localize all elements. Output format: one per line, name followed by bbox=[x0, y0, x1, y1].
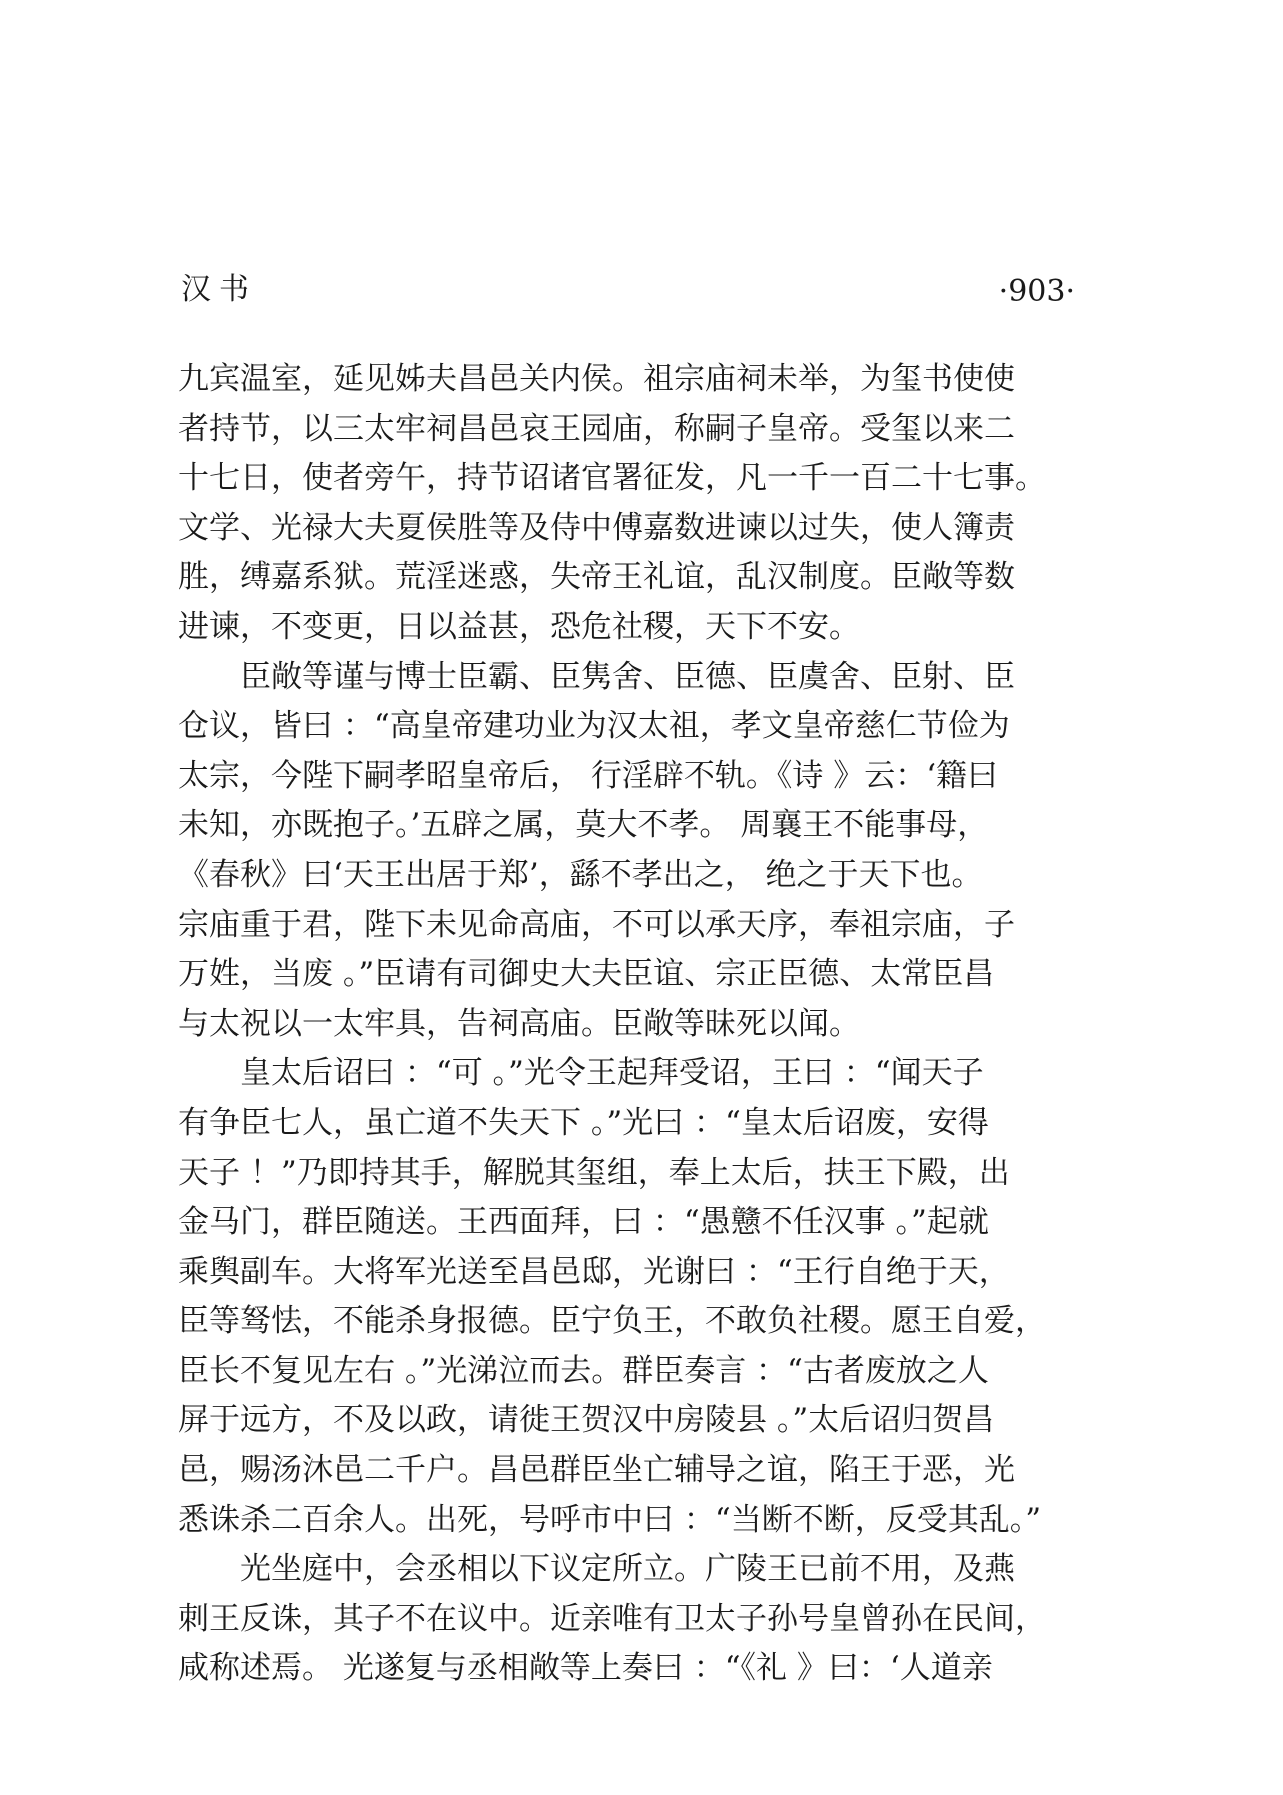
paragraph-1 bbox=[178, 355, 1078, 653]
text-line: 天子 ！”乃即持其手，解脱其玺组，奉上太后，扶王下殿，出 bbox=[178, 1154, 1010, 1191]
text-line: 太宗，今陛下嗣孝昭皇帝后， 行淫辟不轨。《诗 》云：‘籍曰 bbox=[178, 757, 999, 794]
text-line: 《春秋》曰‘天王出居于郑’，繇不孝出之， 绝之于天下也。 bbox=[178, 856, 983, 893]
text-line: 有争臣七人，虽亡道不失天下 。”光曰 ：“皇太后诏废，安得 bbox=[178, 1104, 989, 1141]
paragraph-2 bbox=[178, 653, 1078, 1050]
text-line: 九宾温室，延见姊夫昌邑关内侯。祖宗庙祠未举，为玺书使使 bbox=[178, 361, 1015, 397]
text-line: 悉诛杀二百余人。出死，号呼市中曰 ：“当断不断，反受其乱。” bbox=[178, 1501, 1042, 1538]
text-line: 刺王反诛，其子不在议中。近亲唯有卫太子孙号皇曾孙在民间， bbox=[178, 1600, 1046, 1637]
text-line: 邑，赐汤沐邑二千户。昌邑群臣坐亡辅导之谊，陷王于恶，光 bbox=[178, 1452, 1015, 1489]
page-number: ·903· bbox=[998, 274, 1075, 309]
text-line: 与太祝以一太牢具，告祠高庙。臣敞等昧死以闻。 bbox=[178, 1005, 860, 1042]
text-line: 万姓，当废 。”臣请有司御史大夫臣谊、宗正臣德、太常臣昌 bbox=[178, 956, 995, 993]
text-line: 金马门，群臣随送。王西面拜，曰 ：“愚戆不任汉事 。”起就 bbox=[178, 1204, 989, 1241]
text-line: 皇太后诏曰 ：“可 。”光令王起拜受诏，王曰 ：“闻天子 bbox=[240, 1055, 984, 1092]
text-line: 臣敞等谨与博士臣霸、臣隽舍、臣德、臣虞舍、臣射、臣 bbox=[240, 658, 1015, 695]
body-text bbox=[178, 355, 1078, 1694]
text-line: 宗庙重于君，陛下未见命高庙，不可以承天序，奉祖宗庙，子 bbox=[178, 906, 1015, 943]
text-line: 臣等驽怯，不能杀身报德。臣宁负王，不敢负社稷。愿王自爱， bbox=[178, 1303, 1046, 1340]
text-line: 胜，缚嘉系狱。荒淫迷惑，失帝王礼谊，乱汉制度。臣敞等数 bbox=[178, 559, 1015, 596]
text-line: 者持节，以三太牢祠昌邑哀王园庙，称嗣子皇帝。受玺以来二 bbox=[178, 410, 1015, 447]
text-line: 仓议，皆曰 ：“高皇帝建功业为汉太祖，孝文皇帝慈仁节俭为 bbox=[178, 708, 1010, 745]
text-line: 文学、光禄大夫夏侯胜等及侍中傅嘉数进谏以过失，使人簿责 bbox=[178, 509, 1015, 546]
text-line: 乘舆副车。大将军光送至昌邑邸，光谢曰 ：“王行自绝于天， bbox=[178, 1253, 1010, 1290]
text-line: 未知，亦既抱子。’五辟之属，莫大不孝。 周襄王不能事母， bbox=[178, 807, 989, 844]
text-line: 臣长不复见左右 。”光涕泣而去。群臣奏言 ：“古者废放之人 bbox=[178, 1352, 989, 1389]
paragraph-4 bbox=[178, 1545, 1078, 1694]
text-line: 进谏，不变更，日以益甚，恐危社稷，天下不安。 bbox=[178, 608, 860, 645]
text-line: 十七日，使者旁午，持节诏诸官署征发，凡一千一百二十七事。 bbox=[178, 460, 1046, 497]
text-line: 屏于远方，不及以政，请徙王贺汉中房陵县 。”太后诏归贺昌 bbox=[178, 1402, 995, 1439]
text-line: 咸称述焉。 光遂复与丞相敞等上奏曰 ：“《礼 》曰：‘人道亲 bbox=[178, 1650, 993, 1687]
running-head-title: 汉书 bbox=[181, 272, 257, 307]
paragraph-3 bbox=[178, 1049, 1078, 1545]
text-line: 光坐庭中，会丞相以下议定所立。广陵王已前不用，及燕 bbox=[240, 1551, 1015, 1588]
